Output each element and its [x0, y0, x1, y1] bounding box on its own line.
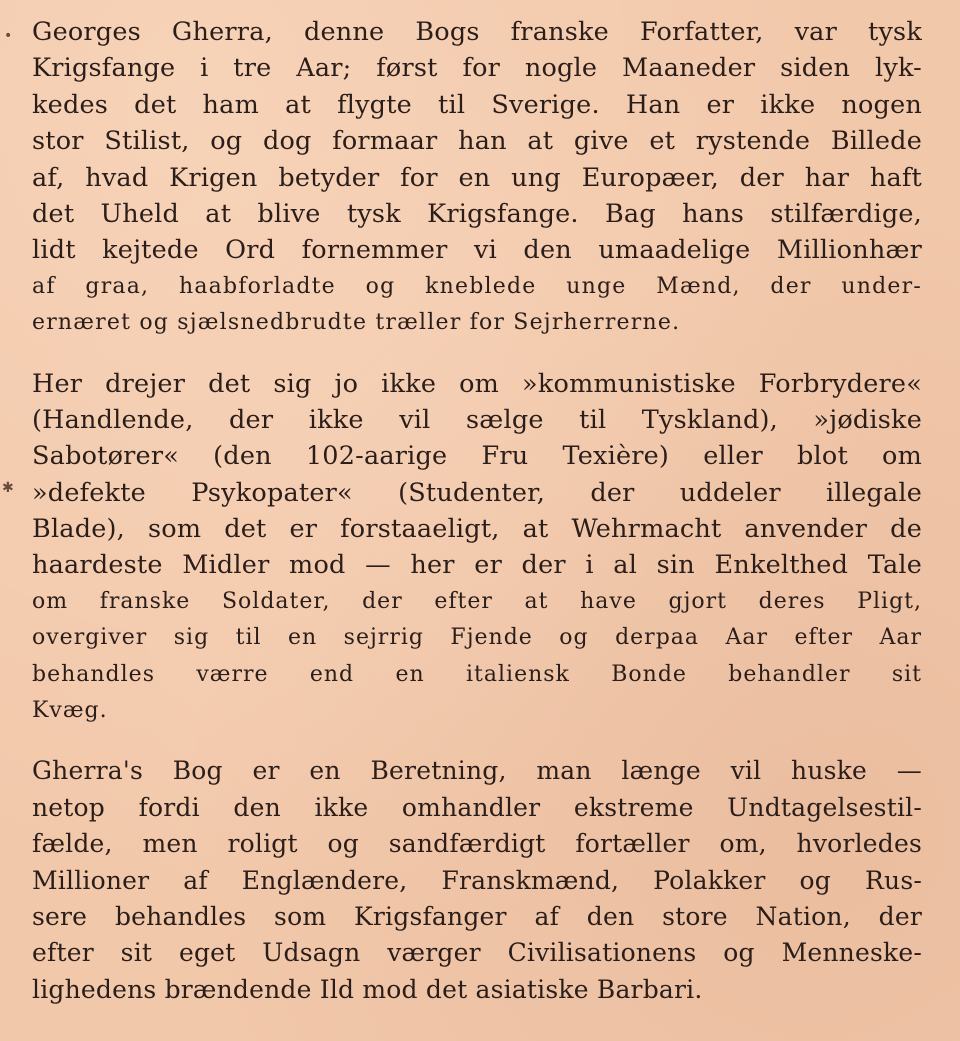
paragraph-1: [32, 14, 922, 342]
text-line: om franske Soldater, der efter at have gjort deres Pligt,: [32, 588, 922, 614]
text-line: ernæret og sjælsnedbrudte træller for Sejrherrerne.: [32, 310, 681, 336]
document-page: [32, 14, 922, 1032]
text-line: sere behandles som Krigsfanger af den store Nation, der: [32, 901, 922, 931]
ink-speck-mark: ✱: [2, 480, 14, 496]
text-line: haardeste Midler mod — her er der i al sin Enkelthed Tale: [32, 550, 922, 581]
text-line: Georges Gherra, denne Bogs franske Forfatter, var tysk: [32, 17, 922, 47]
text-line: fælde, men roligt og sandfærdigt fortæller om, hvorledes: [32, 829, 922, 859]
text-line: Millioner af Englændere, Franskmænd, Polakker og Rus-: [32, 865, 922, 895]
text-line: Krigsfange i tre Aar; først for nogle Maaneder siden lyk-: [32, 53, 922, 84]
text-line: lidt kejtede Ord fornemmer vi den umaadelige Millionhær: [32, 235, 922, 266]
paragraph-2: [32, 366, 922, 730]
text-line: stor Stilist, og dog formaar han at give et rystende Billede: [32, 126, 922, 157]
text-line: netop fordi den ikke omhandler ekstreme Undtagelsestil-: [32, 792, 922, 822]
text-line: Kvæg.: [32, 698, 108, 724]
text-line: det Uheld at blive tysk Krigsfange. Bag hans stilfærdige,: [32, 198, 922, 229]
paragraph-3: [32, 753, 922, 1008]
text-line: lighedens brændende Ild mod det asiatiske Barbari.: [32, 974, 703, 1004]
text-line: af graa, haabforladte og kneblede unge Mænd, der under-: [32, 273, 922, 299]
text-line: Sabotører« (den 102-aarige Fru Texière) eller blot om: [32, 441, 922, 472]
text-line: overgiver sig til en sejrrig Fjende og derpaa Aar efter Aar: [32, 625, 922, 651]
text-line: kedes det ham at flygte til Sverige. Han er ikke nogen: [32, 89, 922, 120]
text-line: efter sit eget Udsagn værger Civilisationens og Menneske-: [32, 938, 922, 968]
ink-speck-mark: •: [4, 28, 13, 44]
text-line: Gherra's Bog er en Beretning, man længe vil huske —: [32, 756, 922, 786]
text-line: (Handlende, der ikke vil sælge til Tyskland), »jødiske: [32, 404, 922, 435]
text-line: behandles værre end en italiensk Bonde behandler sit: [32, 661, 922, 687]
text-line: af, hvad Krigen betyder for en ung Europæer, der har haft: [32, 162, 922, 193]
text-line: Blade), som det er forstaaeligt, at Wehrmacht anvender de: [32, 514, 922, 545]
text-line: Her drejer det sig jo ikke om »kommunistiske Forbrydere«: [32, 368, 922, 399]
text-line: »defekte Psykopater« (Studenter, der uddeler illegale: [32, 477, 922, 508]
